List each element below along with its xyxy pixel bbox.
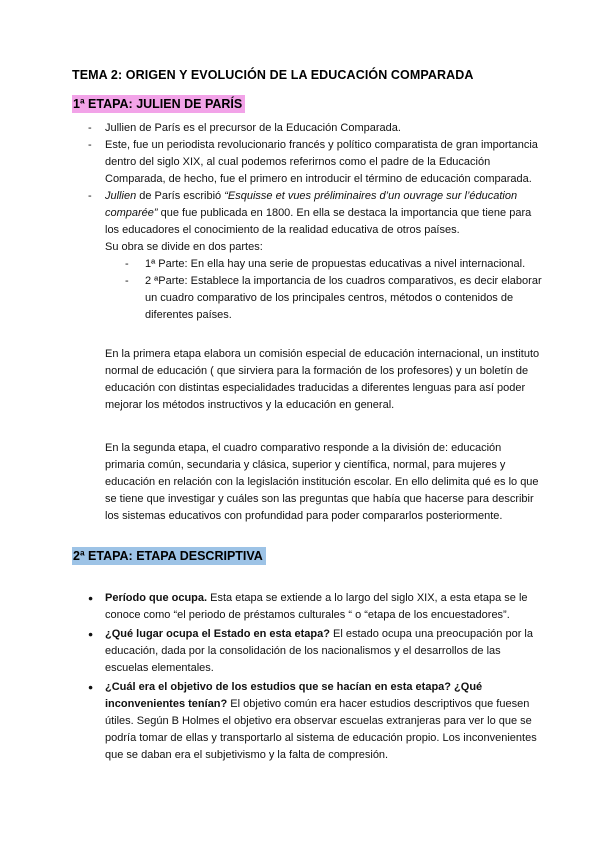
vertical-spacer [72, 525, 542, 547]
bullet-lead-bold: Período que ocupa. [105, 592, 208, 604]
sub-list-item [125, 273, 542, 324]
bullet-subline: Su obra se divide en dos partes: [105, 241, 263, 253]
list-item [72, 188, 542, 256]
section-1-heading [72, 95, 542, 113]
list-item [72, 120, 542, 137]
bullet-text: ¿Cuál era el objetivo de los estudios que se hacían en esta etapa? ¿Qué inconvenientes tenían? El objetivo común era hacer estudios descriptivos que fuesen útiles. Según B Holmes el objetivo era observar escuelas extranjeras para ver lo que se podría tomar de ellas y transportarlo al sistema de educación propio. Los inconvenientes que se daban era el subjetivismo y la falta de compresión. [105, 681, 537, 761]
bullet-text: ¿Qué lugar ocupa el Estado en esta etapa? El estado ocupa una preocupación por la educación, dada por la consolidación de los nacionalismos y el desarrollos de las escuelas elementales. [105, 628, 533, 674]
sub-list-item [125, 256, 542, 273]
book-title-italic: “Esquisse et vues préliminaires d’un ouvrage sur l’éducation comparée” [105, 190, 518, 219]
bullet-text: Jullien de París es el precursor de la Educación Comparada. [105, 122, 401, 134]
section-2-heading-highlight: 2ª ETAPA: ETAPA DESCRIPTIVA [72, 547, 266, 565]
bullet-lead-bold: ¿Cuál era el objetivo de los estudios que se hacían en esta etapa? ¿Qué inconvenientes tenían? [105, 681, 483, 710]
section-1-heading-highlight: 1ª ETAPA: JULIEN DE PARÍS [72, 95, 245, 113]
dash-marker: - [125, 258, 129, 270]
vertical-spacer [72, 414, 542, 440]
vertical-spacer [72, 324, 542, 346]
dash-marker: - [88, 190, 92, 202]
dash-marker: - [88, 122, 92, 134]
author-name-italic: Jullien [105, 190, 137, 202]
vertical-spacer [72, 572, 542, 590]
section-1-bullet-list [72, 120, 542, 324]
bullet-text: Este, fue un periodista revolucionario francés y político comparatista de gran importancia dentro del siglo XIX, al cual podemos referirnos como el padre de la Educación Comparada, de hecho, fue el primero en introducir el término de educación comparada. [105, 139, 538, 185]
list-item [72, 137, 542, 188]
bullet-marker: ● [88, 629, 94, 639]
list-item [72, 679, 542, 764]
bullet-text: Período que ocupa. Esta etapa se extiende a lo largo del siglo XIX, a esta etapa se le conoce como “el periodo de préstamos culturales “ o “etapa de los encuestadores”. [105, 592, 528, 621]
bullet-text: Jullien de París escribió “Esquisse et vues préliminaires d’un ouvrage sur l’éducation comparée” que fue publicada en 1800. En ella se destaca la importancia que tiene para los educadores el conocimiento de la realidad educativa de otros países. Su obra se divide en dos partes: [105, 188, 542, 256]
paragraph-second-stage: En la segunda etapa, el cuadro comparativo responde a la división de: educación primaria común, secundaria y clásica, superior y científica, normal, para mujeres y educación en relación con la legislación institución escolar. En ello delimita qué es lo que se tiene que investigar y cuáles son las preguntas que había que hacerse para describir los sistemas educativos con profundidad para poder compararlos posteriormente. [105, 442, 539, 522]
section-2-bullet-list [72, 590, 542, 764]
dash-marker: - [88, 139, 92, 151]
sub-bullet-text: 1ª Parte: En ella hay una serie de propuestas educativas a nivel internacional. [145, 258, 526, 270]
bullet-lead-bold: ¿Qué lugar ocupa el Estado en esta etapa? [105, 628, 330, 640]
bullet-marker: ● [88, 593, 94, 603]
dash-marker: - [125, 275, 129, 287]
bullet-marker: ● [88, 682, 94, 692]
list-item [72, 626, 542, 677]
sub-bullet-text: 2 ªParte: Establece la importancia de los cuadros comparativos, es decir elaborar un cuadro comparativo de los principales centros, métodos o contenidos de diferentes países. [145, 275, 542, 321]
paragraph-first-stage: En la primera etapa elabora un comisión especial de educación internacional, un instituto normal de educación ( que sirviera para la formación de los profesores) y un boletín de educación con distintas especialidades traducidas a diferentes lenguas para así poder mejorar los métodos instructivos y la educación en general. [105, 348, 540, 411]
section-2-heading [72, 547, 542, 565]
list-item [72, 590, 542, 624]
page-title: TEMA 2: ORIGEN Y EVOLUCIÓN DE LA EDUCACIÓN COMPARADA [72, 68, 474, 82]
